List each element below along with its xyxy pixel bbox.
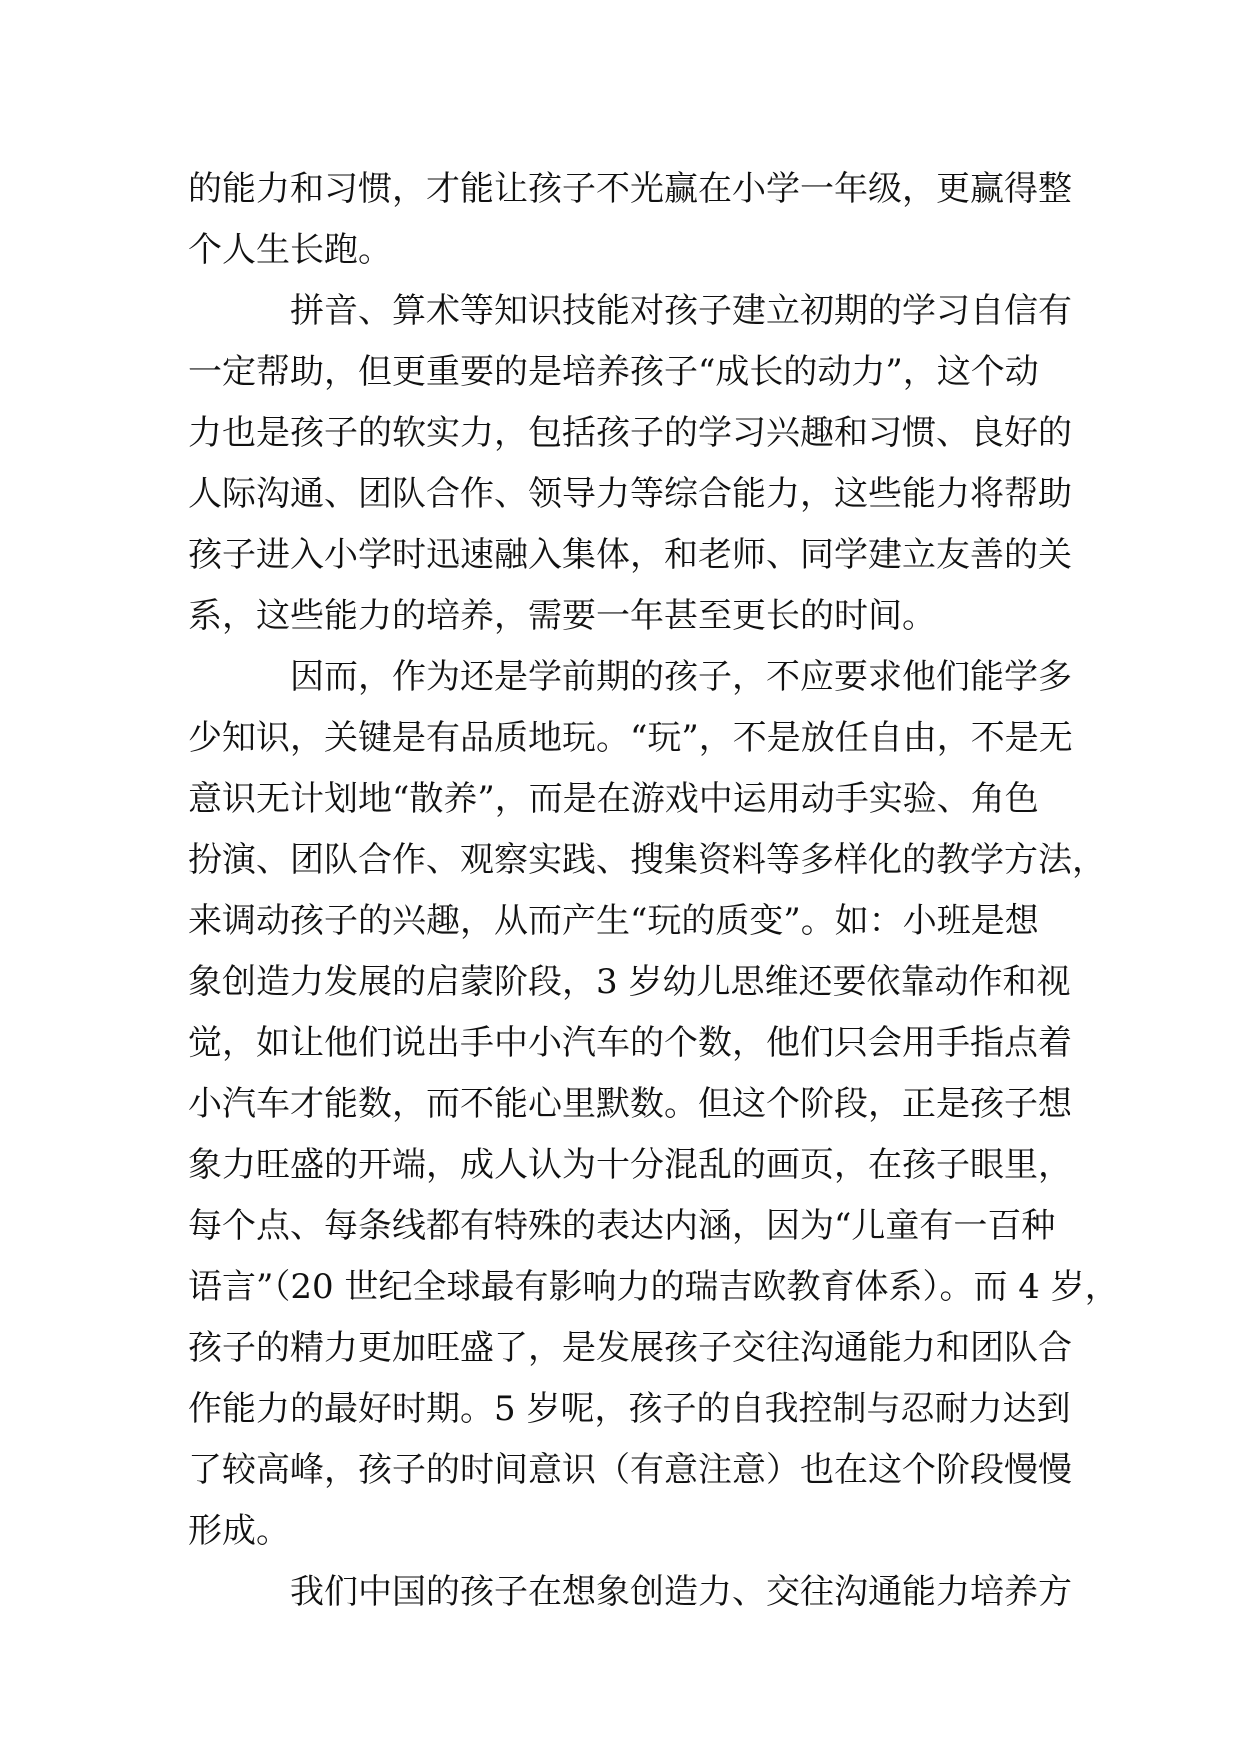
text-line: 人际沟通、团队合作、领导力等综合能力，这些能力将帮助 (188, 474, 1072, 514)
body-text (188, 159, 1119, 1623)
text-line: 少知识，关键是有品质地玩。“玩”，不是放任自由，不是无 (188, 718, 1073, 758)
paragraph (188, 647, 1119, 1562)
paragraph (188, 159, 1072, 281)
text-line: 一定帮助，但更重要的是培养孩子“成长的动力”，这个动 (188, 352, 1039, 392)
text-line: 形成。 (188, 1511, 290, 1551)
text-line: 拼音、算术等知识技能对孩子建立初期的学习自信有 (290, 291, 1072, 331)
text-line: 系，这些能力的培养，需要一年甚至更长的时间。 (188, 596, 936, 636)
text-line: 个人生长跑。 (188, 230, 392, 270)
text-line: 的能力和习惯，才能让孩子不光赢在小学一年级，更赢得整 (188, 169, 1072, 209)
text-line: 意识无计划地“散养”，而是在游戏中运用动手实验、角色 (188, 779, 1039, 819)
paragraph (188, 1562, 1072, 1623)
text-line: 觉，如让他们说出手中小汽车的个数，他们只会用手指点着 (188, 1023, 1072, 1063)
text-line: 来调动孩子的兴趣，从而产生“玩的质变”。如：小班是想 (188, 901, 1039, 941)
text-line: 象创造力发展的启蒙阶段，3 岁幼儿思维还要依靠动作和视 (188, 962, 1071, 1002)
text-line: 象力旺盛的开端，成人认为十分混乱的画页，在孩子眼里， (188, 1145, 1072, 1185)
text-line: 语言”（20 世纪全球最有影响力的瑞吉欧教育体系）。而 4 岁， (188, 1267, 1119, 1307)
text-line: 我们中国的孩子在想象创造力、交往沟通能力培养方 (290, 1572, 1072, 1612)
paragraph (188, 281, 1072, 647)
text-line: 孩子的精力更加旺盛了，是发展孩子交往沟通能力和团队合 (188, 1328, 1072, 1368)
text-line: 因而，作为还是学前期的孩子，不应要求他们能学多 (290, 657, 1072, 697)
text-line: 作能力的最好时期。5 岁呢，孩子的自我控制与忍耐力达到 (188, 1389, 1071, 1429)
text-line: 扮演、团队合作、观察实践、搜集资料等多样化的教学方法， (188, 840, 1106, 880)
text-line: 力也是孩子的软实力，包括孩子的学习兴趣和习惯、良好的 (188, 413, 1072, 453)
text-line: 每个点、每条线都有特殊的表达内涵，因为“儿童有一百种 (188, 1206, 1056, 1246)
text-line: 孩子进入小学时迅速融入集体，和老师、同学建立友善的关 (188, 535, 1072, 575)
text-line: 小汽车才能数，而不能心里默数。但这个阶段，正是孩子想 (188, 1084, 1072, 1124)
text-line: 了较高峰，孩子的时间意识（有意注意）也在这个阶段慢慢 (188, 1450, 1072, 1490)
